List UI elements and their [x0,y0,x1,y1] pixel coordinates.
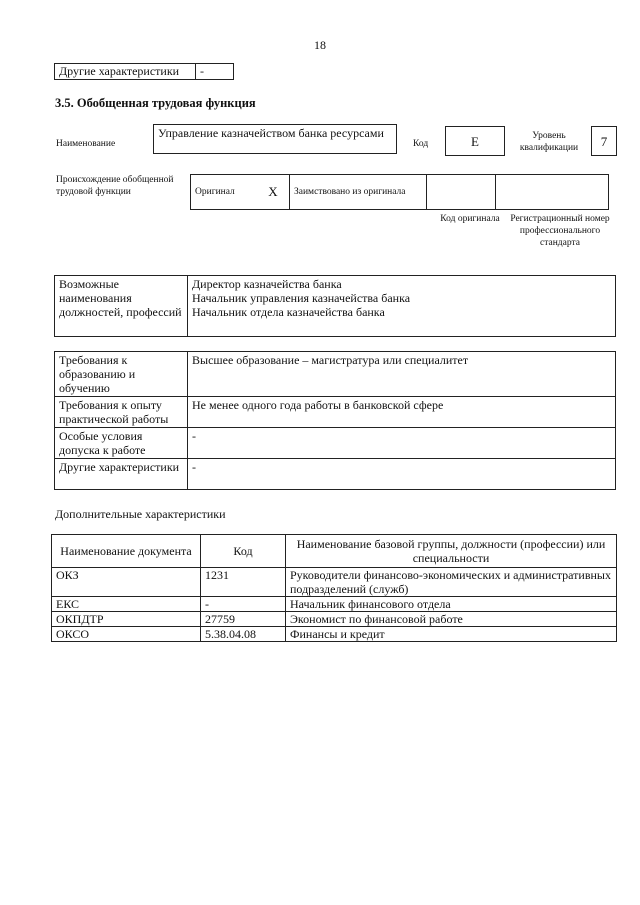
row-doc: ОКЗ [52,568,201,597]
req-value: Не менее одного года работы в банковской сфере [188,397,616,428]
qualification-level: 7 [591,126,617,156]
reg-number-cell [496,175,609,210]
row-name: Начальник финансового отдела [286,597,617,612]
position-item: Начальник отдела казначейства банка [192,305,385,319]
additional-table [51,534,617,642]
row-code: 27759 [201,612,286,627]
borrowed-label: Заимствовано из оригинала [290,175,427,210]
req-label: Другие характеристики [55,459,188,490]
header-code: Код [201,535,286,568]
original-code-cell [427,175,496,210]
req-value: - [188,428,616,459]
header-doc: Наименование документа [52,535,201,568]
req-label: Требования к образованию и обучению [55,352,188,397]
req-label: Требования к опыту практической работы [55,397,188,428]
function-name: Управление казначейством банка ресурсами [153,124,397,154]
row-doc: ОКСО [52,627,201,642]
origin-label: Происхождение обобщенной трудовой функции [56,175,174,197]
code-label: Код [413,139,429,149]
position-item: Директор казначейства банка [192,277,342,291]
row-name: Экономист по финансовой работе [286,612,617,627]
original-label: Оригинал [191,175,258,210]
name-label: Наименование [56,139,116,149]
requirements-table [54,351,616,490]
prev-value: - [196,64,234,80]
page-number: 18 [314,38,326,52]
positions-table [54,275,616,337]
position-item: Начальник управления казначейства банка [192,291,411,305]
additional-title: Дополнительные характеристики [55,507,226,521]
row-name: Руководители финансово-экономических и административных подразделений (служб) [286,568,617,597]
row-code: - [201,597,286,612]
req-value: - [188,459,616,490]
section-title: 3.5. Обобщенная трудовая функция [55,96,256,110]
previous-other-characteristics [54,63,234,80]
req-label: Особые условия допуска к работе [55,428,188,459]
row-code: 5.38.04.08 [201,627,286,642]
level-label: Уровень квалификации [519,131,579,153]
caption-reg-number: Регистрационный номер профессионального стандарта [510,214,610,248]
caption-original-code: Код оригинала [440,214,500,224]
table-row [52,597,617,612]
table-row [52,627,617,642]
row-doc: ОКПДТР [52,612,201,627]
positions-list [188,276,616,337]
row-doc: ЕКС [52,597,201,612]
row-code: 1231 [201,568,286,597]
row-name: Финансы и кредит [286,627,617,642]
req-value: Высшее образование – магистратура или специалитет [188,352,616,397]
prev-label: Другие характеристики [55,64,196,80]
table-row [52,612,617,627]
origin-table [190,174,609,210]
header-name: Наименование базовой группы, должности (профессии) или специальности [286,535,617,568]
positions-label: Возможные наименования должностей, профессий [55,276,188,337]
table-row [52,568,617,597]
function-code: E [445,126,505,156]
original-mark: X [257,175,290,210]
